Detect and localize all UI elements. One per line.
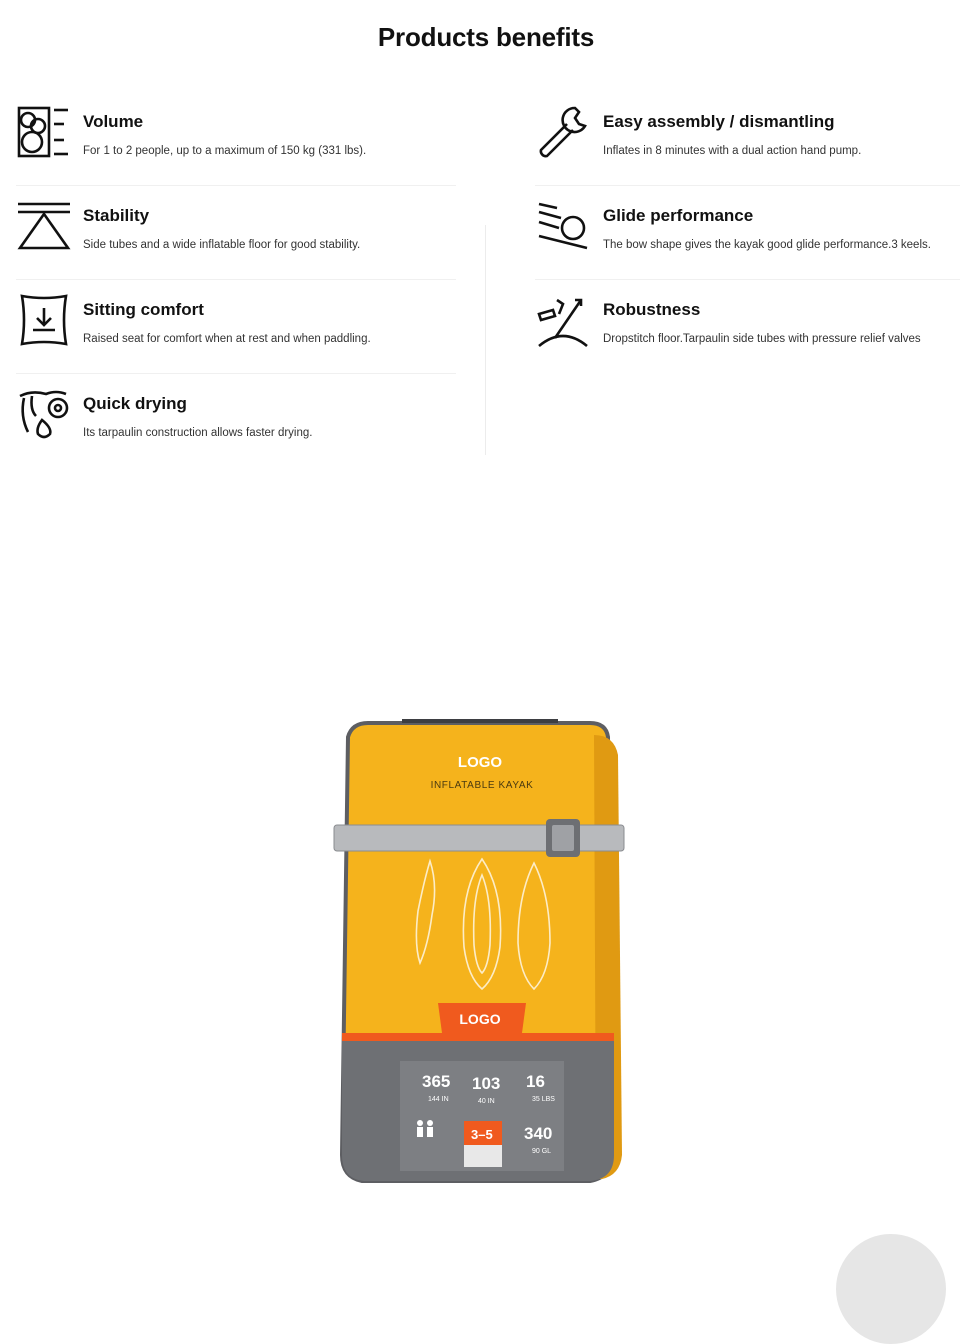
benefit-name: Glide performance	[603, 206, 754, 225]
spec-value: 340	[524, 1124, 553, 1143]
benefit-name: Sitting comfort	[83, 300, 204, 319]
benefit-description: Inflates in 8 minutes with a dual action hand pump.	[603, 145, 862, 157]
bag-logo-band: LOGO	[459, 1011, 501, 1027]
benefit-name: Robustness	[603, 300, 701, 319]
benefit-stability	[16, 186, 456, 280]
product-image-kayak-bag[interactable]	[328, 715, 632, 1195]
benefit-sitting-comfort	[16, 280, 456, 374]
stability-icon	[16, 198, 72, 254]
volume-icon	[16, 104, 72, 160]
drying-icon	[16, 386, 72, 442]
benefit-name: Easy assembly / dismantling	[603, 112, 835, 131]
spec-value: 16	[526, 1072, 545, 1091]
benefit-glide-performance	[535, 186, 960, 280]
wrench-icon	[535, 104, 591, 160]
benefit-volume	[16, 92, 456, 186]
benefit-quick-drying	[16, 374, 456, 468]
glide-icon	[535, 198, 591, 254]
benefit-robustness	[535, 280, 960, 374]
spec-value: 3–5	[471, 1127, 493, 1142]
benefit-description: Its tarpaulin construction allows faster drying.	[83, 427, 313, 439]
spec-sub: 90 GL	[532, 1148, 552, 1155]
scroll-top-button[interactable]	[836, 1234, 946, 1344]
benefit-name: Quick drying	[83, 394, 187, 413]
column-divider	[485, 225, 486, 455]
spec-sub: 40 IN	[478, 1098, 495, 1105]
spec-sub: 144 IN	[428, 1096, 449, 1103]
benefit-name: Volume	[83, 112, 144, 131]
spec-value: 103	[472, 1074, 501, 1093]
benefit-description: Raised seat for comfort when at rest and when paddling.	[83, 333, 371, 345]
robustness-icon	[535, 292, 591, 348]
benefit-description: For 1 to 2 people, up to a maximum of 150 kg (331 lbs).	[83, 145, 367, 157]
benefit-description: Dropstitch floor.Tarpaulin side tubes with pressure relief valves	[603, 333, 921, 345]
bag-subtitle: INFLATABLE KAYAK	[430, 780, 534, 791]
spec-value: 365	[422, 1072, 451, 1091]
benefit-easy-assembly	[535, 92, 960, 186]
benefit-description: Side tubes and a wide inflatable floor for good stability.	[83, 239, 361, 251]
benefits-left-column	[16, 92, 456, 468]
seat-icon	[16, 292, 72, 348]
spec-sub: 35 LBS	[532, 1096, 555, 1103]
benefits-right-column	[535, 92, 960, 374]
benefit-name: Stability	[83, 206, 150, 225]
bag-logo-top: LOGO	[457, 754, 503, 771]
page-title: Products benefits	[377, 22, 595, 52]
benefit-description: The bow shape gives the kayak good glide performance.3 keels.	[603, 239, 931, 251]
